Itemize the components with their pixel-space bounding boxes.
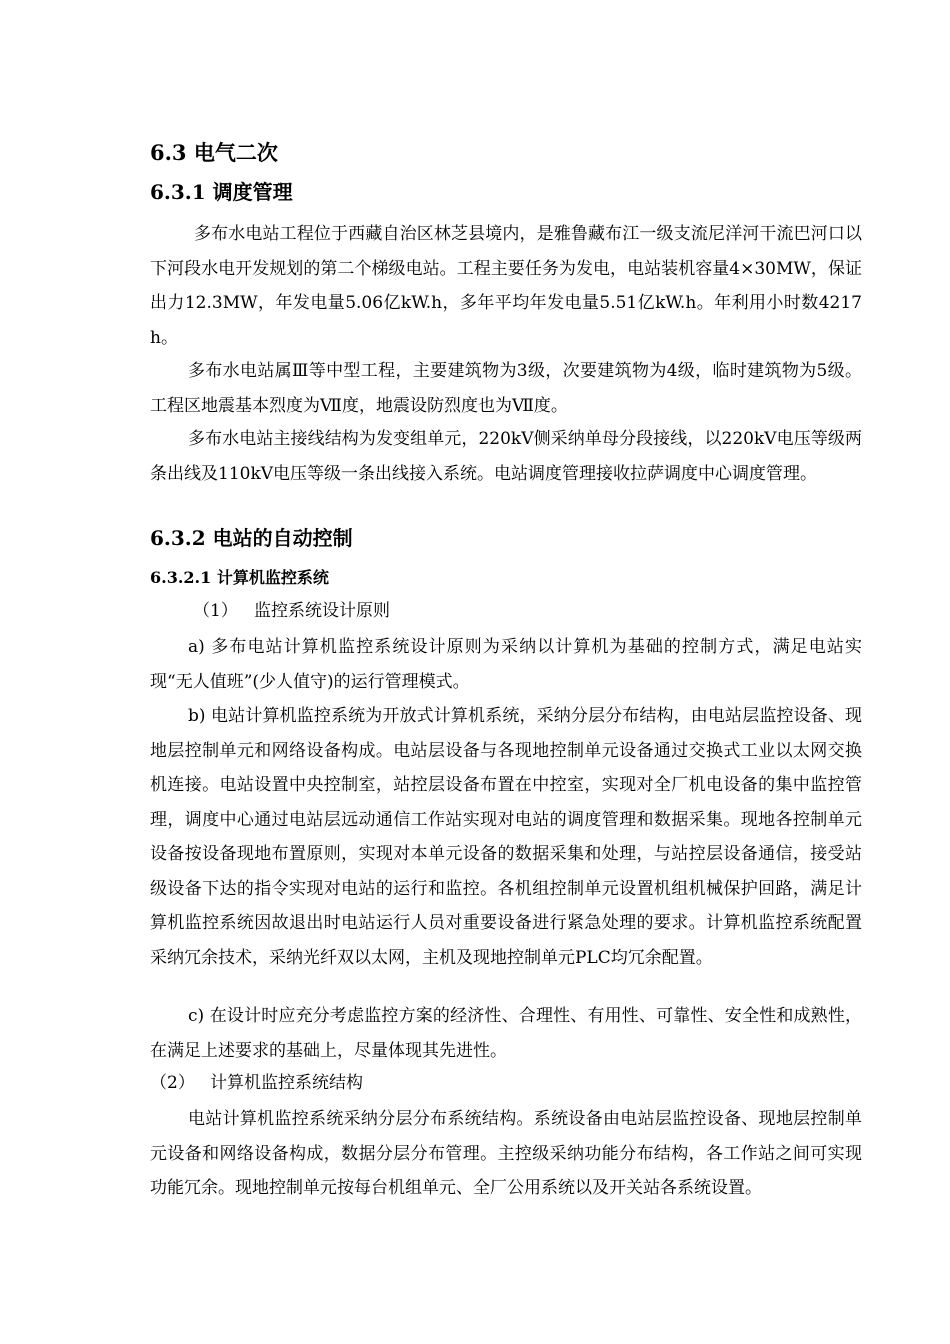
item2-label: （2） xyxy=(150,1073,195,1093)
design-principle-a: a) 多布电站计算机监控系统设计原则为采纳以计算机为基础的控制方式，满足电站实现“无人值班”(少人值守)的运行管理模式。 xyxy=(150,637,862,692)
dispatch-heading: 6.3.1 调度管理 xyxy=(150,180,293,204)
dispatch-paragraph-1: 多布水电站工程位于西藏自治区林芝县境内，是雅鲁藏布江一级支流尼洋河干流巴河口以下河段水电开发规划的第二个梯级电站。工程主要任务为发电，电站装机容量4×30MW，保证出力12.3MW，年发电量5.06亿kW.h，多年平均年发电量5.51亿kW.h。年利用小时数4217h。 xyxy=(150,224,862,348)
design-principle-b: b) 电站计算机监控系统为开放式计算机系统，采纳分层分布结构，由电站层监控设备、现地层控制单元和网络设备构成。电站层设备与各现地控制单元设备通过交换式工业以太网交换机连接。电站设置中央控制室，站控层设备布置在中控室，实现对全厂机电设备的集中监控管理，调度中心通过电站层远动通信工作站实现对电站的调度管理和数据采集。现地各控制单元设备按设备现地布置原则，实现对本单元设备的数据采集和处理，与站控层设备通信，接受站级设备下达的指令实现对电站的运行和监控。各机组控制单元设置机组机械保护回路，满足计算机监控系统因故退出时电站运行人员对重要设备进行紧急处理的要求。计算机监控系统配置采纳冗余技术，采纳光纤双以太网，主机及现地控制单元PLC均冗余配置。 xyxy=(150,706,862,968)
structure-paragraph: 电站计算机监控系统采纳分层分布系统结构。系统设备由电站层监控设备、现地层控制单元设备和网络设备构成，数据分层分布管理。主控级采纳功能分布结构，各工作站之间可实现功能冗余。现地控制单元按每台机组单元、全厂公用系统以及开关站各系统设置。 xyxy=(150,1109,862,1198)
item1-text: 监控系统设计原则 xyxy=(254,601,390,621)
section-heading: 6.3 电气二次 xyxy=(150,140,278,165)
dispatch-paragraph-2: 多布水电站属Ⅲ等中型工程，主要建筑物为3级，次要建筑物为4级，临时建筑物为5级。工程区地震基本烈度为Ⅶ度，地震设防烈度也为Ⅶ度。 xyxy=(150,361,862,416)
item1-label: （1） xyxy=(193,601,238,621)
design-principle-c: c) 在设计时应充分考虑监控方案的经济性、合理性、有用性、可靠性、安全性和成熟性，在满足上述要求的基础上，尽量体现其先进性。 xyxy=(150,1006,862,1061)
monitoring-subheading: 6.3.2.1 计算机监控系统 xyxy=(150,568,329,587)
automation-heading: 6.3.2 电站的自动控制 xyxy=(150,526,353,550)
dispatch-paragraph-3: 多布水电站主接线结构为发变组单元，220kV侧采纳单母分段接线，以220kV电压等级两条出线及110kV电压等级一条出线接入系统。电站调度管理接收拉萨调度中心调度管理。 xyxy=(150,429,862,484)
item2-text: 计算机监控系统结构 xyxy=(210,1073,363,1093)
